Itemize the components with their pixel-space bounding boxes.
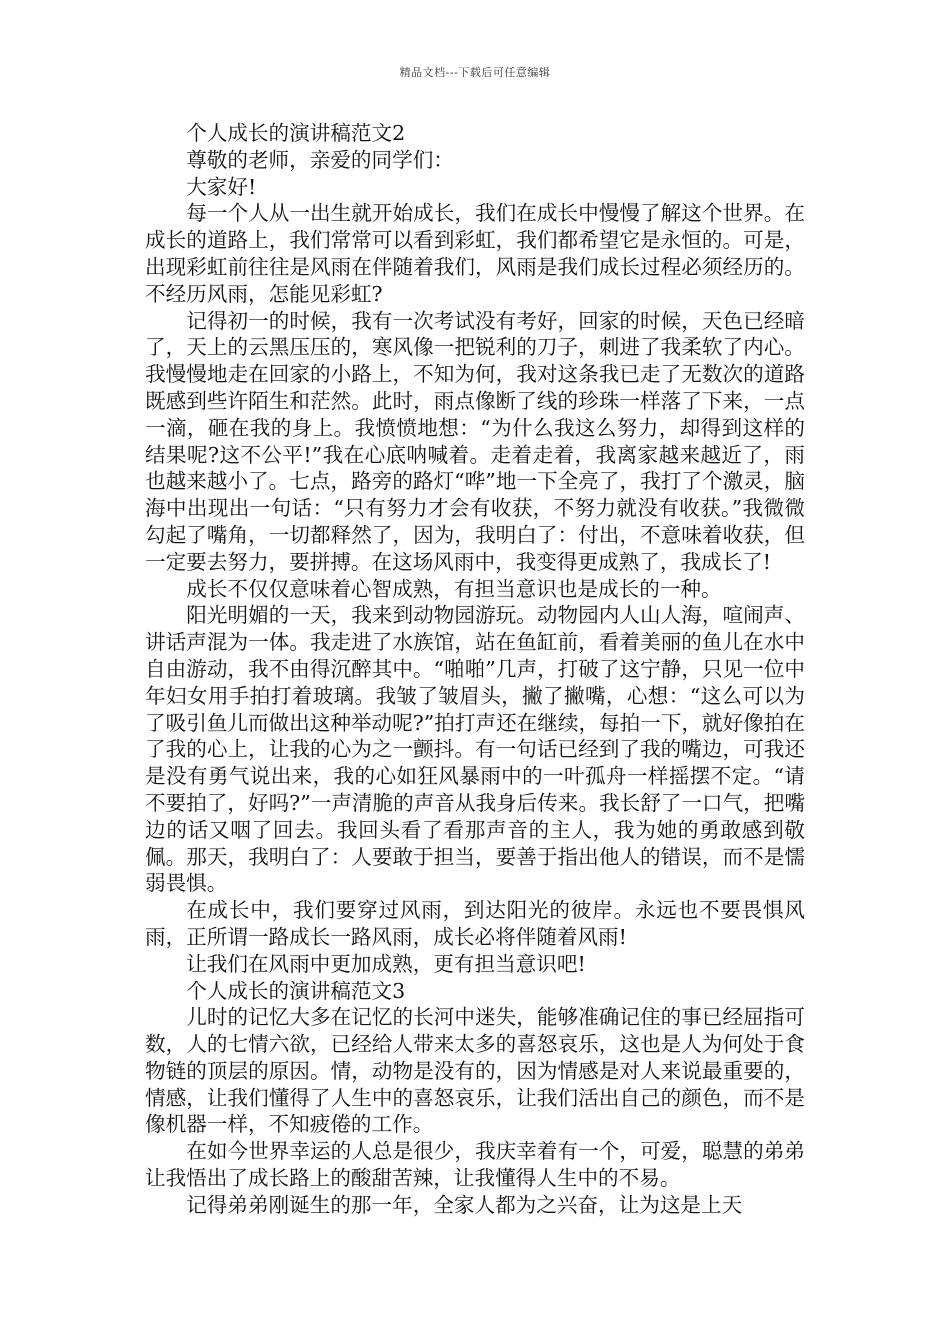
paragraph: 记得弟弟刚诞生的那一年，全家人都为之兴奋，让为这是上天: [186, 1192, 743, 1217]
greeting: 大家好!: [186, 174, 257, 199]
paragraph: 成长不仅仅意味着心智成熟，有担当意识也是成长的一种。: [186, 576, 722, 601]
section-title-2: 个人成长的演讲稿范文2: [186, 121, 406, 145]
paragraph: 儿时的记忆大多在记忆的长河中迷失，能够准确记住的事已经屈指可数，人的七情六欲，已经给人带来太多的喜怒哀乐，这也是人为何处于食物链的顶层的原因。情，动物是没有的，因为情感是对人来说最重要的，情感，让我们懂得了人生中的喜怒哀乐，让我们活出自己的颜色，而不是像机器一样，不知疲倦的工作。: [145, 1005, 805, 1137]
paragraph: 在成长中，我们要穿过风雨，到达阳光的彼岸。永远也不要畏惧风雨，正所谓一路成长一路风雨，成长必将伴随着风雨!: [145, 898, 805, 949]
paragraph: 让我们在风雨中更加成熟，更有担当意识吧!: [186, 951, 586, 976]
paragraph: 每一个人从一出生就开始成长，我们在成长中慢慢了解这个世界。在成长的道路上，我们常常可以看到彩虹，我们都希望它是永恒的。可是，出现彩虹前往往是风雨在伴随着我们，风雨是我们成长过程必须经历的。不经历风雨，怎能见彩虹?: [145, 201, 805, 306]
document-body: [145, 120, 805, 1219]
paragraph: 记得初一的时候，我有一次考试没有考好，回家的时候，天色已经暗了，天上的云黑压压的，寒风像一把锐利的刀子，刺进了我柔软了内心。我慢慢地走在回家的小路上，不知为何，我对这条我已走了无数次的道路既感到些许陌生和茫然。此时，雨点像断了线的珍珠一样落了下来，一点一滴，砸在我的身上。我愤愤地想：“为什么我这么努力，却得到这样的结果呢?这不公平!”我在心底呐喊着。走着走着，我离家越来越近了，雨也越来越小了。七点，路旁的路灯“哗”地一下全亮了，我打了个激灵，脑海中出现出一句话：“只有努力才会有收获，不努力就没有收获。”我微微勾起了嘴角，一切都释然了，因为，我明白了：付出，不意味着收获，但一定要去努力，要拼搏。在这场风雨中，我变得更成熟了，我成长了!: [145, 308, 805, 574]
section-title-3: 个人成长的演讲稿范文3: [186, 978, 406, 1003]
paragraph: 阳光明媚的一天，我来到动物园游玩。动物园内人山人海，喧闹声、讲话声混为一体。我走进了水族馆，站在鱼缸前，看着美丽的鱼儿在水中自由游动，我不由得沉醉其中。“啪啪”几声，打破了这宁静，只见一位中年妇女用手拍打着玻璃。我皱了皱眉头，撇了撇嘴，心想：“这么可以为了吸引鱼儿而做出这种举动呢?”拍打声还在继续，每拍一下，就好像拍在了我的心上，让我的心为之一颤抖。有一句话已经到了我的嘴边，可我还是没有勇气说出来，我的心如狂风暴雨中的一叶孤舟一样摇摆不定。“请不要拍了，好吗?”一声清脆的声音从我身后传来。我长舒了一口气，把嘴边的话又咽了回去。我回头看了看那声音的主人，我为她的勇敢感到敬佩。那天，我明白了：人要敢于担当，要善于指出他人的错误，而不是懦弱畏惧。: [145, 603, 805, 896]
page-header: 精品文档---下载后可任意编辑: [399, 66, 551, 79]
salutation: 尊敬的老师，亲爱的同学们：: [186, 147, 454, 172]
paragraph: 在如今世界幸运的人总是很少，我庆幸着有一个，可爱，聪慧的弟弟让我悟出了成长路上的酸甜苦辣，让我懂得人生中的不易。: [145, 1139, 805, 1191]
